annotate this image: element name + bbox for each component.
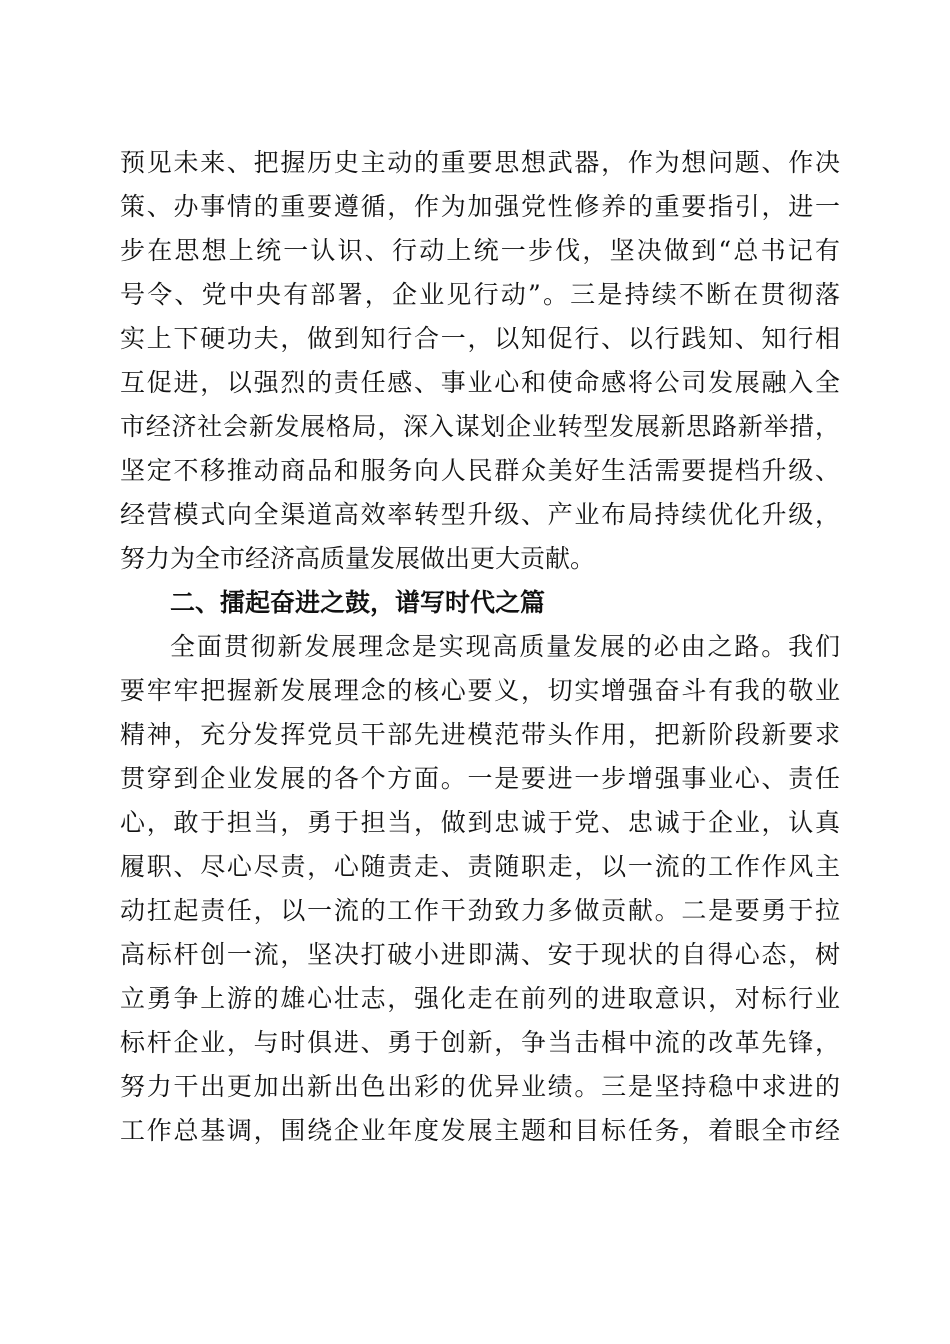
text-line: 工作总基调，围绕企业年度发展主题和目标任务，着眼全市经	[120, 1116, 840, 1145]
text-line: 全面贯彻新发展理念是实现高质量发展的必由之路。我们	[170, 632, 840, 661]
text-line: 策、办事情的重要遵循，作为加强党性修养的重要指引，进一	[120, 192, 840, 221]
section-heading: 二、擂起奋进之鼓，谱写时代之篇	[170, 588, 546, 617]
text-line: 号令、党中央有部署，企业见行动”。三是持续不断在贯彻落	[120, 280, 840, 309]
text-line: 贯穿到企业发展的各个方面。一是要进一步增强事业心、责任	[120, 764, 840, 793]
text-line: 精神，充分发挥党员干部先进模范带头作用，把新阶段新要求	[120, 720, 840, 749]
text-line: 要牢牢把握新发展理念的核心要义，切实增强奋斗有我的敬业	[120, 676, 840, 705]
text-line: 履职、尽心尽责，心随责走、责随职走，以一流的工作作风主	[120, 852, 840, 881]
text-line: 标杆企业，与时俱进、勇于创新，争当击楫中流的改革先锋，	[120, 1028, 840, 1057]
text-line: 立勇争上游的雄心壮志，强化走在前列的进取意识，对标行业	[120, 984, 840, 1013]
text-line: 高标杆创一流，坚决打破小进即满、安于现状的自得心态，树	[120, 940, 840, 969]
text-line: 努力为全市经济高质量发展做出更大贡献。	[120, 544, 596, 573]
text-line: 预见未来、把握历史主动的重要思想武器，作为想问题、作决	[120, 148, 840, 177]
text-line: 互促进，以强烈的责任感、事业心和使命感将公司发展融入全	[120, 368, 840, 397]
text-line: 经营模式向全渠道高效率转型升级、产业布局持续优化升级，	[120, 500, 840, 529]
text-line: 动扛起责任，以一流的工作干劲致力多做贡献。二是要勇于拉	[120, 896, 840, 925]
text-line: 努力干出更加出新出色出彩的优异业绩。三是坚持稳中求进的	[120, 1072, 840, 1101]
text-line: 市经济社会新发展格局，深入谋划企业转型发展新思路新举措，	[120, 412, 840, 441]
text-line: 步在思想上统一认识、行动上统一步伐，坚决做到“总书记有	[120, 236, 840, 265]
text-line: 实上下硬功夫，做到知行合一，以知促行、以行践知、知行相	[120, 324, 840, 353]
text-line: 心，敢于担当，勇于担当，做到忠诚于党、忠诚于企业，认真	[120, 808, 840, 837]
text-line: 坚定不移推动商品和服务向人民群众美好生活需要提档升级、	[120, 456, 840, 485]
